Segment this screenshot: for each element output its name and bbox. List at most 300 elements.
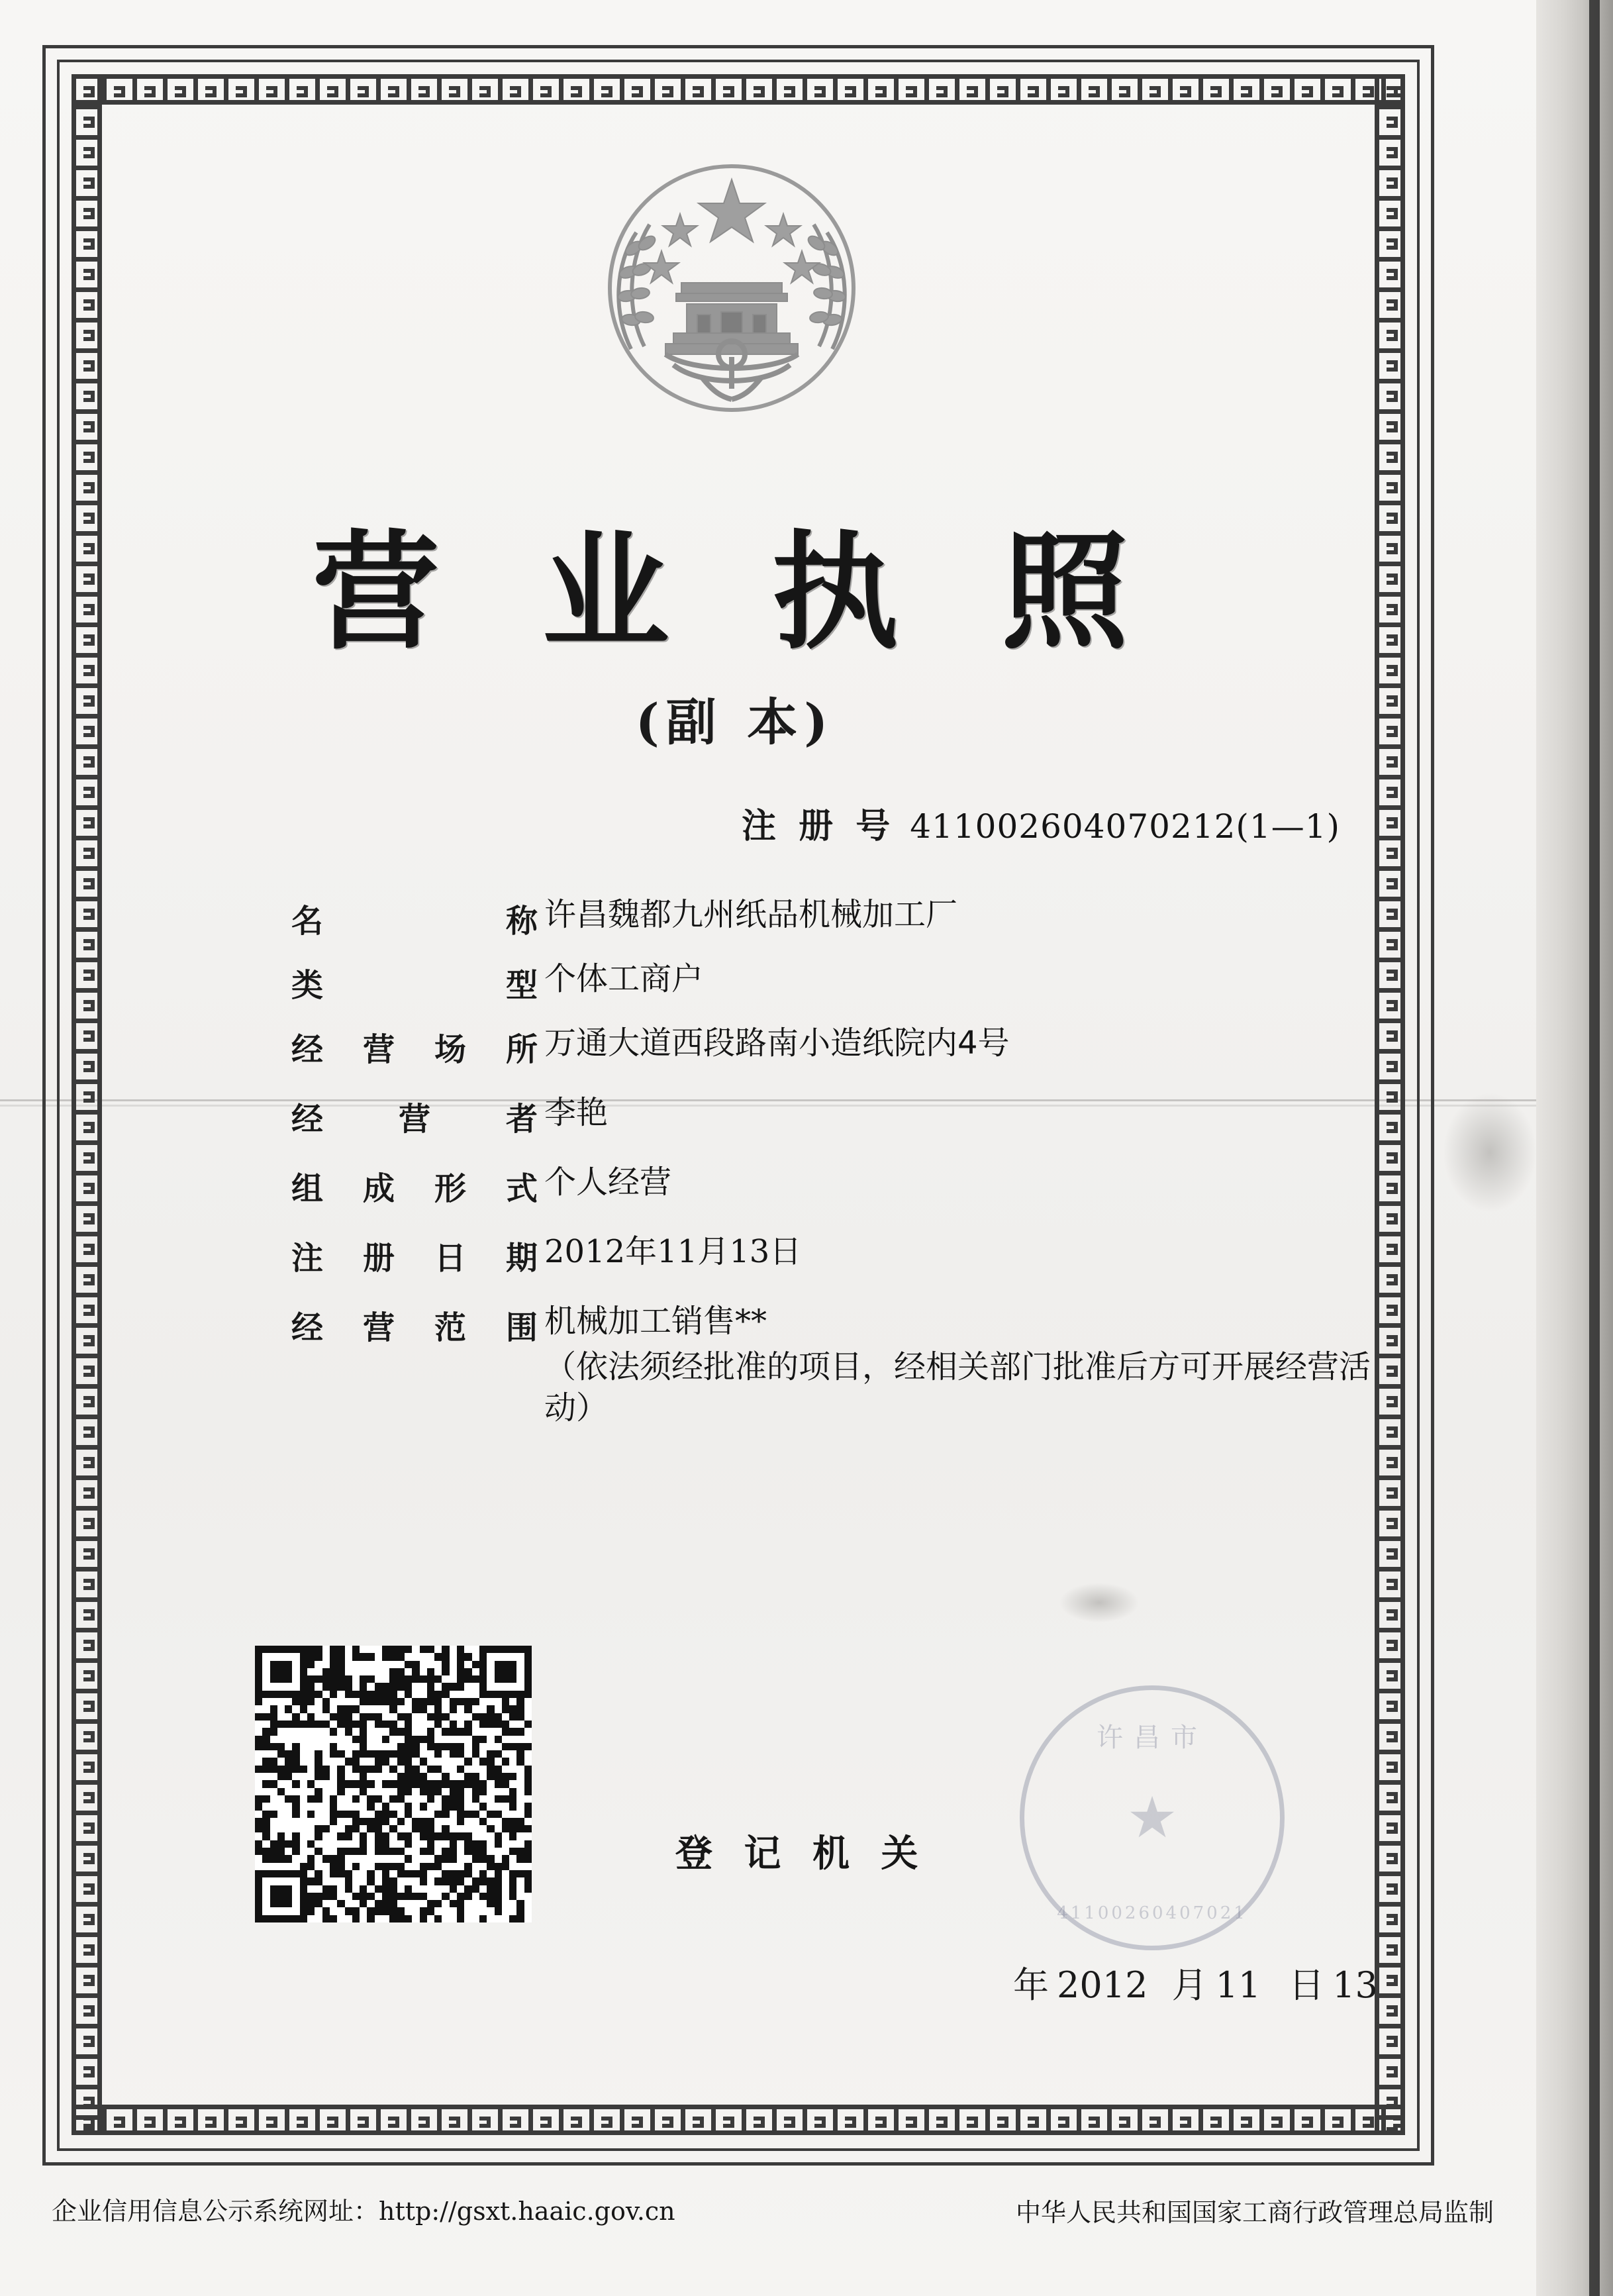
qr-module xyxy=(352,1893,360,1900)
qr-module xyxy=(479,1811,487,1818)
qr-module xyxy=(285,1870,292,1877)
qr-module xyxy=(397,1728,405,1735)
qr-module xyxy=(420,1840,427,1848)
qr-module xyxy=(502,1915,509,1922)
qr-module xyxy=(375,1795,382,1803)
qr-module xyxy=(300,1758,307,1765)
qr-module xyxy=(509,1848,516,1855)
qr-module xyxy=(516,1646,524,1653)
qr-module xyxy=(367,1840,374,1848)
qr-module xyxy=(442,1848,449,1855)
qr-module xyxy=(412,1773,419,1780)
qr-module xyxy=(434,1728,442,1735)
qr-module xyxy=(479,1780,487,1787)
qr-module xyxy=(434,1863,442,1870)
qr-module xyxy=(397,1863,405,1870)
qr-module xyxy=(502,1713,509,1721)
qr-module xyxy=(292,1863,299,1870)
qr-module xyxy=(300,1683,307,1690)
qr-module xyxy=(300,1832,307,1840)
qr-module xyxy=(285,1661,292,1668)
qr-module xyxy=(315,1683,322,1690)
field-composition-form-value: 个人经营 xyxy=(544,1164,672,1201)
qr-module xyxy=(322,1728,330,1735)
qr-module xyxy=(262,1863,269,1870)
qr-module xyxy=(516,1721,524,1728)
qr-module xyxy=(495,1721,502,1728)
qr-module xyxy=(285,1818,292,1825)
qr-module xyxy=(450,1803,457,1810)
qr-module xyxy=(285,1885,292,1893)
qr-module xyxy=(434,1915,442,1922)
qr-module xyxy=(397,1743,405,1750)
qr-module xyxy=(516,1885,524,1893)
qr-module xyxy=(292,1780,299,1787)
field-business-premises-label xyxy=(291,1024,544,1070)
qr-module xyxy=(397,1661,405,1668)
qr-module xyxy=(307,1848,315,1855)
qr-module xyxy=(255,1818,262,1825)
qr-module xyxy=(427,1848,434,1855)
qr-module xyxy=(450,1661,457,1668)
qr-module xyxy=(502,1788,509,1795)
qr-module xyxy=(382,1832,389,1840)
qr-module xyxy=(450,1818,457,1825)
qr-module xyxy=(464,1668,471,1675)
qr-module xyxy=(412,1900,419,1907)
qr-module xyxy=(322,1721,330,1728)
qr-module xyxy=(495,1832,502,1840)
qr-module xyxy=(516,1743,524,1750)
qr-module xyxy=(420,1863,427,1870)
qr-module xyxy=(427,1870,434,1877)
qr-module xyxy=(457,1825,464,1832)
qr-module xyxy=(524,1721,532,1728)
qr-module xyxy=(270,1811,277,1818)
qr-module xyxy=(434,1818,442,1825)
qr-module xyxy=(502,1750,509,1758)
qr-module xyxy=(405,1825,412,1832)
qr-module xyxy=(464,1840,471,1848)
qr-module xyxy=(516,1668,524,1675)
label-char: 所 xyxy=(505,1031,538,1068)
qr-module xyxy=(420,1877,427,1885)
qr-module xyxy=(262,1691,269,1698)
qr-module xyxy=(345,1795,352,1803)
qr-module xyxy=(382,1750,389,1758)
qr-module xyxy=(345,1653,352,1660)
qr-module xyxy=(322,1661,330,1668)
qr-module xyxy=(292,1848,299,1855)
qr-module xyxy=(292,1900,299,1907)
license-fields xyxy=(291,895,1404,1452)
qr-module xyxy=(434,1803,442,1810)
qr-module xyxy=(479,1877,487,1885)
qr-module xyxy=(285,1855,292,1862)
qr-module xyxy=(300,1713,307,1721)
qr-module xyxy=(375,1877,382,1885)
qr-module xyxy=(442,1870,449,1877)
qr-module xyxy=(255,1728,262,1735)
qr-module xyxy=(516,1788,524,1795)
qr-module xyxy=(307,1683,315,1690)
qr-module xyxy=(502,1743,509,1750)
qr-module xyxy=(524,1818,532,1825)
qr-module xyxy=(360,1668,367,1675)
qr-code[interactable] xyxy=(255,1646,532,1922)
qr-module xyxy=(524,1736,532,1743)
qr-module xyxy=(315,1840,322,1848)
qr-module xyxy=(300,1900,307,1907)
qr-module xyxy=(524,1653,532,1660)
qr-module xyxy=(352,1907,360,1915)
qr-module xyxy=(420,1832,427,1840)
qr-module xyxy=(464,1825,471,1832)
qr-module xyxy=(285,1773,292,1780)
qr-module xyxy=(360,1863,367,1870)
qr-module xyxy=(516,1832,524,1840)
qr-module xyxy=(277,1750,285,1758)
qr-module xyxy=(367,1668,374,1675)
qr-module xyxy=(457,1803,464,1810)
qr-module xyxy=(285,1780,292,1787)
qr-module xyxy=(405,1661,412,1668)
qr-module xyxy=(375,1653,382,1660)
qr-module xyxy=(487,1907,494,1915)
qr-module xyxy=(270,1683,277,1690)
qr-module xyxy=(434,1743,442,1750)
qr-module xyxy=(502,1661,509,1668)
qr-module xyxy=(442,1705,449,1713)
qr-module xyxy=(300,1721,307,1728)
qr-module xyxy=(502,1825,509,1832)
qr-module xyxy=(516,1683,524,1690)
qr-module xyxy=(352,1668,360,1675)
qr-module xyxy=(337,1773,344,1780)
qr-module xyxy=(315,1705,322,1713)
qr-module xyxy=(420,1870,427,1877)
qr-module xyxy=(345,1907,352,1915)
qr-module xyxy=(352,1863,360,1870)
qr-module xyxy=(360,1646,367,1653)
qr-module xyxy=(420,1675,427,1683)
qr-module xyxy=(524,1885,532,1893)
qr-module xyxy=(412,1743,419,1750)
qr-module xyxy=(509,1803,516,1810)
qr-module xyxy=(509,1832,516,1840)
qr-module xyxy=(262,1661,269,1668)
qr-module xyxy=(412,1705,419,1713)
qr-module xyxy=(524,1915,532,1922)
qr-module xyxy=(367,1863,374,1870)
qr-module xyxy=(352,1691,360,1698)
qr-module xyxy=(464,1705,471,1713)
label-char: 组 xyxy=(291,1170,324,1207)
qr-module xyxy=(352,1818,360,1825)
qr-module xyxy=(420,1907,427,1915)
qr-module xyxy=(495,1855,502,1862)
qr-module xyxy=(389,1691,397,1698)
qr-module xyxy=(300,1803,307,1810)
qr-module xyxy=(457,1675,464,1683)
qr-module xyxy=(300,1743,307,1750)
qr-module xyxy=(502,1683,509,1690)
qr-module xyxy=(262,1900,269,1907)
registration-number-value: 411002604070212(1—1) xyxy=(910,807,1341,846)
qr-module xyxy=(472,1668,479,1675)
qr-module xyxy=(412,1691,419,1698)
qr-module xyxy=(524,1750,532,1758)
qr-module xyxy=(255,1743,262,1750)
qr-module xyxy=(337,1840,344,1848)
qr-module xyxy=(270,1713,277,1721)
qr-module xyxy=(330,1683,337,1690)
qr-module xyxy=(382,1855,389,1862)
qr-module xyxy=(472,1885,479,1893)
qr-module xyxy=(292,1743,299,1750)
qr-module xyxy=(405,1818,412,1825)
qr-module xyxy=(479,1803,487,1810)
qr-module xyxy=(405,1907,412,1915)
qr-module xyxy=(450,1743,457,1750)
qr-module xyxy=(337,1766,344,1773)
qr-module xyxy=(412,1825,419,1832)
qr-module xyxy=(472,1758,479,1765)
qr-module xyxy=(397,1877,405,1885)
qr-module xyxy=(434,1668,442,1675)
qr-module xyxy=(337,1675,344,1683)
qr-module xyxy=(397,1840,405,1848)
qr-module xyxy=(434,1832,442,1840)
qr-module xyxy=(464,1811,471,1818)
qr-module xyxy=(495,1877,502,1885)
qr-module xyxy=(427,1780,434,1787)
qr-module xyxy=(427,1691,434,1698)
qr-module xyxy=(300,1907,307,1915)
qr-module xyxy=(277,1683,285,1690)
qr-module xyxy=(270,1848,277,1855)
field-composition-form-row xyxy=(291,1163,1404,1209)
qr-module xyxy=(495,1780,502,1787)
qr-module xyxy=(255,1698,262,1705)
qr-module xyxy=(337,1795,344,1803)
qr-module xyxy=(405,1713,412,1721)
qr-module xyxy=(389,1840,397,1848)
qr-module xyxy=(262,1832,269,1840)
qr-module xyxy=(307,1893,315,1900)
qr-module xyxy=(352,1855,360,1862)
qr-module xyxy=(322,1825,330,1832)
qr-module xyxy=(285,1691,292,1698)
qr-module xyxy=(375,1683,382,1690)
qr-module xyxy=(479,1736,487,1743)
qr-module xyxy=(427,1721,434,1728)
qr-module xyxy=(405,1885,412,1893)
qr-module xyxy=(479,1675,487,1683)
qr-module xyxy=(360,1832,367,1840)
qr-module xyxy=(472,1736,479,1743)
qr-module xyxy=(450,1795,457,1803)
qr-module xyxy=(345,1825,352,1832)
qr-module xyxy=(292,1915,299,1922)
qr-module xyxy=(352,1646,360,1653)
qr-module xyxy=(277,1893,285,1900)
label-char: 经 xyxy=(291,1031,324,1068)
qr-module xyxy=(516,1780,524,1787)
qr-module xyxy=(405,1750,412,1758)
qr-module xyxy=(285,1825,292,1832)
qr-module xyxy=(412,1780,419,1787)
qr-module xyxy=(450,1766,457,1773)
qr-module xyxy=(375,1743,382,1750)
qr-module xyxy=(487,1773,494,1780)
qr-module xyxy=(352,1758,360,1765)
qr-module xyxy=(442,1691,449,1698)
qr-module xyxy=(352,1661,360,1668)
qr-module xyxy=(442,1825,449,1832)
qr-module xyxy=(502,1766,509,1773)
qr-module xyxy=(330,1915,337,1922)
qr-module xyxy=(307,1870,315,1877)
qr-module xyxy=(367,1848,374,1855)
qr-module xyxy=(509,1668,516,1675)
qr-module xyxy=(457,1885,464,1893)
qr-module xyxy=(495,1698,502,1705)
qr-module xyxy=(277,1795,285,1803)
qr-module xyxy=(330,1803,337,1810)
qr-module xyxy=(434,1907,442,1915)
qr-module xyxy=(367,1893,374,1900)
qr-module xyxy=(524,1766,532,1773)
qr-module xyxy=(322,1713,330,1721)
qr-module xyxy=(330,1691,337,1698)
qr-module xyxy=(457,1750,464,1758)
qr-module xyxy=(450,1758,457,1765)
qr-module xyxy=(367,1788,374,1795)
qr-module xyxy=(524,1840,532,1848)
qr-module xyxy=(509,1728,516,1735)
qr-module xyxy=(315,1713,322,1721)
qr-module xyxy=(389,1795,397,1803)
qr-module xyxy=(367,1736,374,1743)
qr-module xyxy=(270,1721,277,1728)
qr-module xyxy=(285,1728,292,1735)
qr-module xyxy=(375,1758,382,1765)
qr-module xyxy=(412,1885,419,1893)
qr-module xyxy=(300,1870,307,1877)
qr-module xyxy=(255,1705,262,1713)
qr-module xyxy=(322,1877,330,1885)
qr-module xyxy=(397,1811,405,1818)
qr-module xyxy=(464,1832,471,1840)
qr-module xyxy=(434,1825,442,1832)
qr-module xyxy=(382,1721,389,1728)
qr-module xyxy=(464,1758,471,1765)
qr-module xyxy=(450,1848,457,1855)
qr-module xyxy=(389,1728,397,1735)
qr-module xyxy=(292,1885,299,1893)
qr-module xyxy=(262,1788,269,1795)
qr-module xyxy=(524,1728,532,1735)
qr-module xyxy=(405,1915,412,1922)
qr-module xyxy=(509,1698,516,1705)
qr-module xyxy=(509,1915,516,1922)
qr-module xyxy=(300,1877,307,1885)
qr-module xyxy=(516,1877,524,1885)
qr-module xyxy=(330,1877,337,1885)
qr-module xyxy=(405,1795,412,1803)
qr-module xyxy=(464,1863,471,1870)
qr-module xyxy=(292,1713,299,1721)
qr-module xyxy=(487,1818,494,1825)
qr-module xyxy=(300,1675,307,1683)
qr-module xyxy=(262,1698,269,1705)
qr-module xyxy=(487,1736,494,1743)
qr-module xyxy=(516,1811,524,1818)
qr-module xyxy=(524,1675,532,1683)
qr-module xyxy=(345,1840,352,1848)
qr-module xyxy=(502,1736,509,1743)
qr-module xyxy=(270,1877,277,1885)
issue-date-month: 11 xyxy=(1215,1964,1261,2006)
qr-module xyxy=(285,1750,292,1758)
field-registration-date-label xyxy=(291,1232,544,1278)
qr-module xyxy=(487,1661,494,1668)
qr-module xyxy=(367,1653,374,1660)
footer-website-text: 企业信用信息公示系统网址：http://gsxt.haaic.gov.cn xyxy=(52,2197,675,2226)
qr-module xyxy=(472,1691,479,1698)
qr-module xyxy=(255,1848,262,1855)
qr-module xyxy=(397,1698,405,1705)
qr-module xyxy=(509,1646,516,1653)
qr-module xyxy=(472,1877,479,1885)
qr-module xyxy=(487,1885,494,1893)
qr-module xyxy=(487,1766,494,1773)
qr-module xyxy=(502,1803,509,1810)
qr-module xyxy=(285,1795,292,1803)
qr-module xyxy=(375,1750,382,1758)
qr-module xyxy=(479,1653,487,1660)
qr-module xyxy=(442,1885,449,1893)
qr-module xyxy=(307,1900,315,1907)
qr-module xyxy=(322,1811,330,1818)
qr-module xyxy=(450,1825,457,1832)
qr-module xyxy=(450,1691,457,1698)
qr-module xyxy=(405,1803,412,1810)
label-char: 营 xyxy=(362,1309,395,1346)
qr-module xyxy=(345,1728,352,1735)
qr-module xyxy=(434,1877,442,1885)
qr-module xyxy=(367,1766,374,1773)
qr-module xyxy=(487,1893,494,1900)
qr-module xyxy=(337,1915,344,1922)
qr-module xyxy=(450,1870,457,1877)
qr-module xyxy=(270,1885,277,1893)
qr-module xyxy=(270,1728,277,1735)
qr-module xyxy=(277,1855,285,1862)
qr-module xyxy=(360,1848,367,1855)
qr-module xyxy=(479,1758,487,1765)
qr-module xyxy=(397,1900,405,1907)
qr-module xyxy=(450,1773,457,1780)
qr-module xyxy=(300,1915,307,1922)
qr-module xyxy=(389,1668,397,1675)
qr-module xyxy=(270,1668,277,1675)
qr-module xyxy=(330,1653,337,1660)
qr-module xyxy=(434,1780,442,1787)
qr-module xyxy=(322,1668,330,1675)
qr-module xyxy=(516,1758,524,1765)
